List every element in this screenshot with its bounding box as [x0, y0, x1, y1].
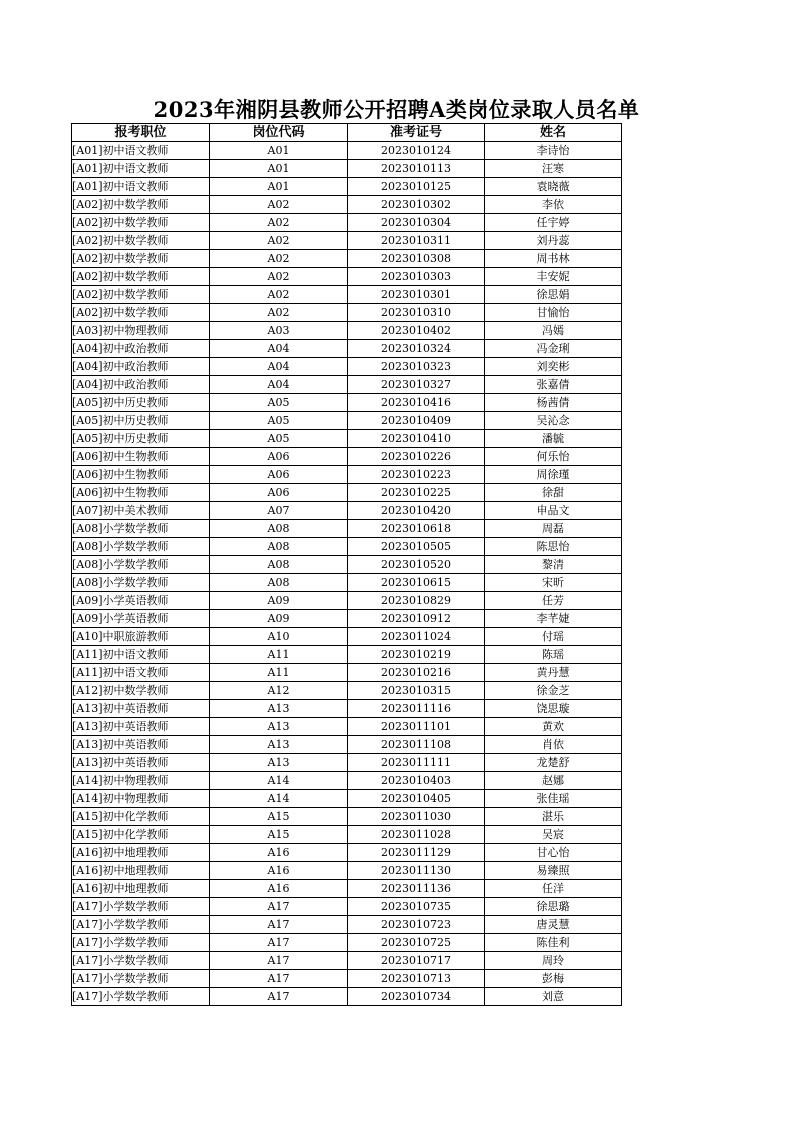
table-row	[72, 862, 622, 880]
table-row	[72, 232, 622, 250]
table-row	[72, 610, 622, 628]
cell-position-code: A13	[210, 700, 348, 718]
cell-exam-number: 2023010219	[348, 646, 485, 664]
cell-position-code: A17	[210, 916, 348, 934]
cell-position: [A01]初中语文教师	[72, 178, 210, 196]
table-row	[72, 790, 622, 808]
cell-position-code: A16	[210, 880, 348, 898]
table-row	[72, 916, 622, 934]
cell-position: [A15]初中化学教师	[72, 808, 210, 826]
cell-position: [A11]初中语文教师	[72, 664, 210, 682]
table-row	[72, 718, 622, 736]
cell-exam-number: 2023010618	[348, 520, 485, 538]
header-position-code: 岗位代码	[210, 124, 348, 142]
cell-name: 肖依	[485, 736, 622, 754]
table-row	[72, 250, 622, 268]
cell-position: [A06]初中生物教师	[72, 466, 210, 484]
cell-name: 陈佳利	[485, 934, 622, 952]
cell-name: 彭梅	[485, 970, 622, 988]
cell-name: 易臻照	[485, 862, 622, 880]
cell-exam-number: 2023011116	[348, 700, 485, 718]
admission-table	[71, 123, 622, 1006]
cell-exam-number: 2023010410	[348, 430, 485, 448]
table-row	[72, 826, 622, 844]
cell-position: [A05]初中历史教师	[72, 394, 210, 412]
cell-position-code: A08	[210, 538, 348, 556]
cell-exam-number: 2023010420	[348, 502, 485, 520]
cell-name: 周徐瑾	[485, 466, 622, 484]
cell-position-code: A17	[210, 988, 348, 1006]
cell-position: [A02]初中数学教师	[72, 268, 210, 286]
header-position: 报考职位	[72, 124, 210, 142]
cell-exam-number: 2023010717	[348, 952, 485, 970]
cell-name: 何乐怡	[485, 448, 622, 466]
cell-position-code: A14	[210, 772, 348, 790]
cell-position-code: A14	[210, 790, 348, 808]
header-name: 姓名	[485, 124, 622, 142]
document-title: 2023年湘阴县教师公开招聘A类岗位录取人员名单	[153, 97, 640, 122]
cell-exam-number: 2023011129	[348, 844, 485, 862]
cell-position-code: A16	[210, 862, 348, 880]
cell-position: [A08]小学数学教师	[72, 574, 210, 592]
cell-name: 周书林	[485, 250, 622, 268]
cell-name: 宋昕	[485, 574, 622, 592]
table-row	[72, 664, 622, 682]
table-row	[72, 430, 622, 448]
cell-position: [A02]初中数学教师	[72, 286, 210, 304]
cell-name: 吴宸	[485, 826, 622, 844]
cell-exam-number: 2023011101	[348, 718, 485, 736]
table-row	[72, 394, 622, 412]
cell-position-code: A13	[210, 736, 348, 754]
cell-position: [A17]小学数学教师	[72, 916, 210, 934]
cell-exam-number: 2023010725	[348, 934, 485, 952]
cell-exam-number: 2023010308	[348, 250, 485, 268]
cell-position: [A14]初中物理教师	[72, 790, 210, 808]
cell-position-code: A12	[210, 682, 348, 700]
cell-name: 李依	[485, 196, 622, 214]
cell-position: [A17]小学数学教师	[72, 970, 210, 988]
cell-exam-number: 2023010505	[348, 538, 485, 556]
cell-position: [A03]初中物理教师	[72, 322, 210, 340]
table-row	[72, 322, 622, 340]
cell-position-code: A09	[210, 592, 348, 610]
table-row	[72, 970, 622, 988]
cell-position-code: A02	[210, 214, 348, 232]
cell-position: [A02]初中数学教师	[72, 232, 210, 250]
cell-position-code: A01	[210, 178, 348, 196]
cell-position-code: A04	[210, 340, 348, 358]
cell-exam-number: 2023010723	[348, 916, 485, 934]
cell-name: 吴沁念	[485, 412, 622, 430]
table-row	[72, 808, 622, 826]
cell-exam-number: 2023010223	[348, 466, 485, 484]
cell-position-code: A17	[210, 898, 348, 916]
cell-position-code: A17	[210, 952, 348, 970]
cell-position: [A04]初中政治教师	[72, 376, 210, 394]
cell-position-code: A04	[210, 376, 348, 394]
cell-position: [A17]小学数学教师	[72, 988, 210, 1006]
cell-name: 冯嫣	[485, 322, 622, 340]
cell-position: [A02]初中数学教师	[72, 304, 210, 322]
table-row	[72, 484, 622, 502]
cell-position: [A17]小学数学教师	[72, 898, 210, 916]
cell-name: 杨茜倩	[485, 394, 622, 412]
table-row	[72, 682, 622, 700]
cell-position: [A05]初中历史教师	[72, 430, 210, 448]
cell-position: [A11]初中语文教师	[72, 646, 210, 664]
cell-position: [A15]初中化学教师	[72, 826, 210, 844]
cell-exam-number: 2023010615	[348, 574, 485, 592]
table-row	[72, 772, 622, 790]
cell-exam-number: 2023011136	[348, 880, 485, 898]
cell-position-code: A05	[210, 430, 348, 448]
cell-name: 甘心怡	[485, 844, 622, 862]
cell-name: 李芊婕	[485, 610, 622, 628]
cell-exam-number: 2023011030	[348, 808, 485, 826]
cell-exam-number: 2023010327	[348, 376, 485, 394]
cell-position: [A13]初中英语教师	[72, 754, 210, 772]
table-row	[72, 646, 622, 664]
cell-name: 袁晓薇	[485, 178, 622, 196]
cell-exam-number: 2023010304	[348, 214, 485, 232]
cell-position-code: A13	[210, 718, 348, 736]
table-row	[72, 160, 622, 178]
cell-position-code: A02	[210, 286, 348, 304]
cell-name: 陈思怡	[485, 538, 622, 556]
cell-exam-number: 2023010301	[348, 286, 485, 304]
cell-name: 龙楚舒	[485, 754, 622, 772]
cell-exam-number: 2023010403	[348, 772, 485, 790]
table-row	[72, 142, 622, 160]
table-row	[72, 448, 622, 466]
cell-name: 徐甜	[485, 484, 622, 502]
table-row	[72, 340, 622, 358]
cell-position-code: A15	[210, 808, 348, 826]
cell-name: 徐思璐	[485, 898, 622, 916]
cell-name: 刘意	[485, 988, 622, 1006]
cell-exam-number: 2023010405	[348, 790, 485, 808]
cell-name: 甘愉怡	[485, 304, 622, 322]
table-row	[72, 286, 622, 304]
cell-position-code: A11	[210, 646, 348, 664]
cell-position-code: A04	[210, 358, 348, 376]
cell-position-code: A08	[210, 520, 348, 538]
cell-exam-number: 2023010310	[348, 304, 485, 322]
cell-position: [A09]小学英语教师	[72, 592, 210, 610]
cell-position: [A14]初中物理教师	[72, 772, 210, 790]
cell-position: [A10]中职旅游教师	[72, 628, 210, 646]
cell-name: 黎清	[485, 556, 622, 574]
table-row	[72, 898, 622, 916]
cell-name: 丰安妮	[485, 268, 622, 286]
cell-position-code: A07	[210, 502, 348, 520]
cell-position: [A01]初中语文教师	[72, 160, 210, 178]
table-row	[72, 844, 622, 862]
table-row	[72, 466, 622, 484]
cell-position-code: A08	[210, 556, 348, 574]
cell-exam-number: 2023011028	[348, 826, 485, 844]
cell-name: 徐金芝	[485, 682, 622, 700]
cell-position: [A13]初中英语教师	[72, 736, 210, 754]
cell-exam-number: 2023010735	[348, 898, 485, 916]
table-row	[72, 574, 622, 592]
cell-exam-number: 2023010124	[348, 142, 485, 160]
cell-position-code: A02	[210, 232, 348, 250]
cell-position-code: A01	[210, 142, 348, 160]
cell-position-code: A02	[210, 250, 348, 268]
table-header	[72, 124, 622, 142]
cell-position: [A16]初中地理教师	[72, 844, 210, 862]
cell-exam-number: 2023010829	[348, 592, 485, 610]
cell-position: [A17]小学数学教师	[72, 952, 210, 970]
cell-exam-number: 2023010302	[348, 196, 485, 214]
cell-position: [A04]初中政治教师	[72, 358, 210, 376]
cell-exam-number: 2023011108	[348, 736, 485, 754]
table-row	[72, 520, 622, 538]
cell-name: 冯金琍	[485, 340, 622, 358]
table-row	[72, 934, 622, 952]
cell-name: 潘毓	[485, 430, 622, 448]
cell-position-code: A02	[210, 196, 348, 214]
table-row	[72, 988, 622, 1006]
cell-position: [A06]初中生物教师	[72, 484, 210, 502]
cell-name: 李诗怡	[485, 142, 622, 160]
cell-position: [A16]初中地理教师	[72, 880, 210, 898]
cell-position: [A02]初中数学教师	[72, 214, 210, 232]
cell-name: 唐灵慧	[485, 916, 622, 934]
cell-name: 张嘉倩	[485, 376, 622, 394]
cell-name: 任宇婷	[485, 214, 622, 232]
cell-position: [A04]初中政治教师	[72, 340, 210, 358]
table-row	[72, 754, 622, 772]
cell-exam-number: 2023011130	[348, 862, 485, 880]
cell-position: [A08]小学数学教师	[72, 556, 210, 574]
cell-exam-number: 2023010324	[348, 340, 485, 358]
cell-exam-number: 2023010713	[348, 970, 485, 988]
cell-name: 任洋	[485, 880, 622, 898]
cell-name: 饶思璇	[485, 700, 622, 718]
cell-position: [A17]小学数学教师	[72, 934, 210, 952]
cell-name: 任芳	[485, 592, 622, 610]
table-row	[72, 952, 622, 970]
table-row	[72, 592, 622, 610]
header-row	[72, 124, 622, 142]
cell-exam-number: 2023011024	[348, 628, 485, 646]
cell-exam-number: 2023010409	[348, 412, 485, 430]
cell-exam-number: 2023010520	[348, 556, 485, 574]
cell-position: [A08]小学数学教师	[72, 520, 210, 538]
table-row	[72, 556, 622, 574]
table-row	[72, 412, 622, 430]
header-exam-number: 准考证号	[348, 124, 485, 142]
cell-position: [A06]初中生物教师	[72, 448, 210, 466]
cell-position-code: A05	[210, 412, 348, 430]
cell-position: [A13]初中英语教师	[72, 700, 210, 718]
cell-exam-number: 2023010216	[348, 664, 485, 682]
cell-position-code: A02	[210, 268, 348, 286]
cell-exam-number: 2023010311	[348, 232, 485, 250]
cell-position-code: A08	[210, 574, 348, 592]
table-row	[72, 358, 622, 376]
table-row	[72, 196, 622, 214]
cell-position: [A05]初中历史教师	[72, 412, 210, 430]
cell-position: [A01]初中语文教师	[72, 142, 210, 160]
cell-position-code: A06	[210, 466, 348, 484]
cell-position: [A13]初中英语教师	[72, 718, 210, 736]
cell-position: [A08]小学数学教师	[72, 538, 210, 556]
cell-exam-number: 2023010113	[348, 160, 485, 178]
cell-exam-number: 2023010125	[348, 178, 485, 196]
cell-exam-number: 2023010734	[348, 988, 485, 1006]
cell-position-code: A03	[210, 322, 348, 340]
cell-position: [A02]初中数学教师	[72, 196, 210, 214]
cell-position: [A12]初中数学教师	[72, 682, 210, 700]
cell-name: 刘丹蕊	[485, 232, 622, 250]
cell-position-code: A09	[210, 610, 348, 628]
cell-name: 刘奕彬	[485, 358, 622, 376]
table-row	[72, 736, 622, 754]
cell-exam-number: 2023011111	[348, 754, 485, 772]
cell-exam-number: 2023010315	[348, 682, 485, 700]
table-row	[72, 268, 622, 286]
table-body	[72, 142, 622, 1006]
cell-name: 赵娜	[485, 772, 622, 790]
table-row	[72, 502, 622, 520]
cell-name: 申品文	[485, 502, 622, 520]
cell-position: [A16]初中地理教师	[72, 862, 210, 880]
cell-name: 徐思娟	[485, 286, 622, 304]
cell-position-code: A17	[210, 970, 348, 988]
cell-position-code: A15	[210, 826, 348, 844]
cell-name: 黄丹慧	[485, 664, 622, 682]
cell-position-code: A01	[210, 160, 348, 178]
table-row	[72, 880, 622, 898]
table-row	[72, 376, 622, 394]
cell-exam-number: 2023010323	[348, 358, 485, 376]
table-row	[72, 214, 622, 232]
cell-name: 汪寒	[485, 160, 622, 178]
cell-name: 周磊	[485, 520, 622, 538]
cell-name: 黄欢	[485, 718, 622, 736]
cell-exam-number: 2023010303	[348, 268, 485, 286]
cell-name: 陈瑶	[485, 646, 622, 664]
table-row	[72, 628, 622, 646]
cell-position: [A02]初中数学教师	[72, 250, 210, 268]
table-row	[72, 538, 622, 556]
cell-position: [A07]初中美术教师	[72, 502, 210, 520]
cell-name: 付瑶	[485, 628, 622, 646]
cell-exam-number: 2023010416	[348, 394, 485, 412]
cell-position-code: A10	[210, 628, 348, 646]
cell-position-code: A02	[210, 304, 348, 322]
cell-position-code: A13	[210, 754, 348, 772]
cell-position-code: A16	[210, 844, 348, 862]
cell-position-code: A06	[210, 484, 348, 502]
cell-position-code: A05	[210, 394, 348, 412]
cell-exam-number: 2023010402	[348, 322, 485, 340]
cell-position-code: A11	[210, 664, 348, 682]
table-row	[72, 178, 622, 196]
cell-position-code: A17	[210, 934, 348, 952]
cell-name: 周玲	[485, 952, 622, 970]
cell-exam-number: 2023010225	[348, 484, 485, 502]
cell-position: [A09]小学英语教师	[72, 610, 210, 628]
cell-exam-number: 2023010226	[348, 448, 485, 466]
cell-exam-number: 2023010912	[348, 610, 485, 628]
cell-position-code: A06	[210, 448, 348, 466]
table-row	[72, 700, 622, 718]
cell-name: 湛乐	[485, 808, 622, 826]
cell-name: 张佳瑶	[485, 790, 622, 808]
table-row	[72, 304, 622, 322]
